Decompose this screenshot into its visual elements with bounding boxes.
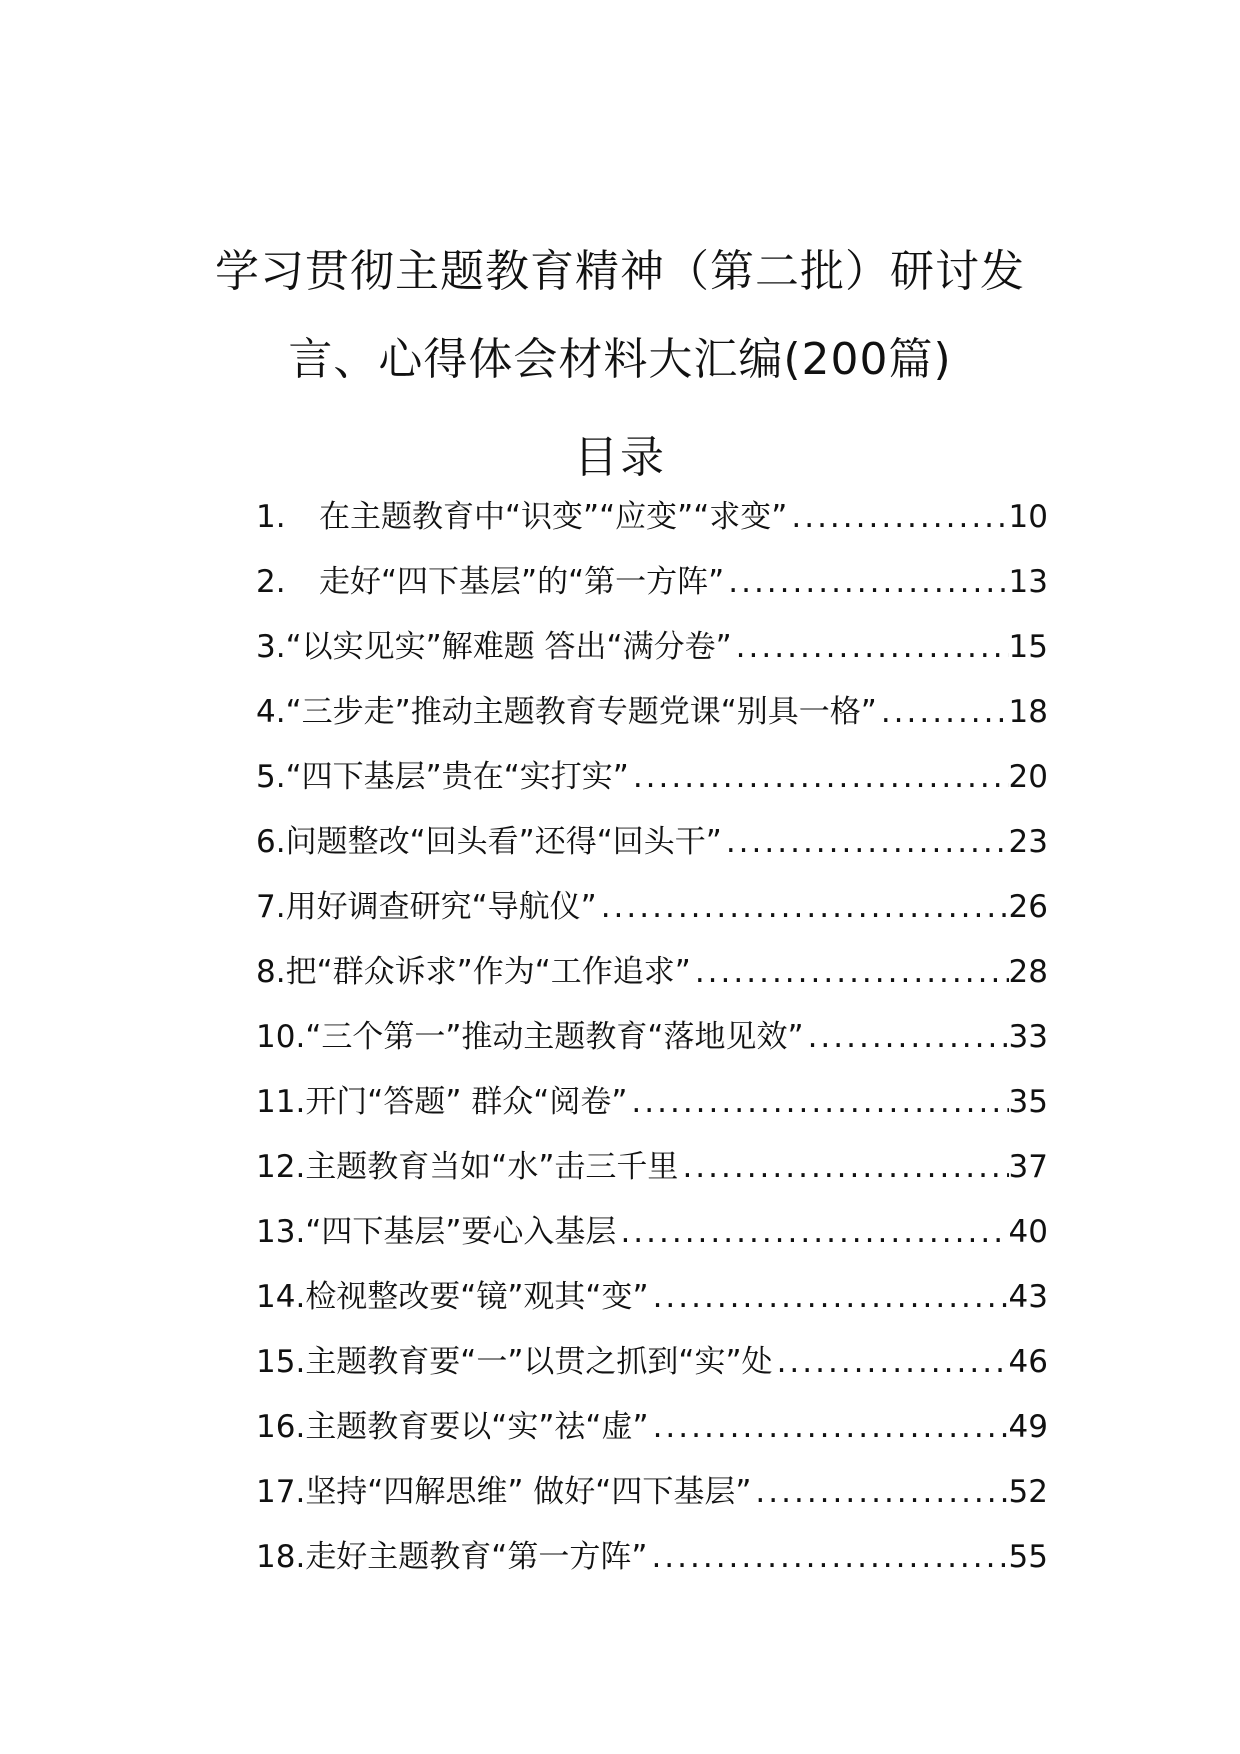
toc-entry-title: 把“群众诉求”作为“工作追求” [285, 954, 691, 990]
toc-leader-dots [647, 1532, 1008, 1582]
toc-leader-dots [691, 947, 1009, 997]
toc-entry-page: 18 [1008, 694, 1048, 730]
toc-leader-dots [724, 557, 1008, 607]
toc-entry-number: 15. [256, 1344, 306, 1380]
toc-entry-title: 问题整改“回头看”还得“回头干” [285, 824, 722, 860]
toc-entry-number: 5. [256, 759, 286, 795]
toc-entry-number: 4. [256, 694, 286, 730]
toc-leader-dots [804, 1012, 1009, 1062]
toc-entry[interactable] [256, 1012, 1048, 1077]
toc-leader-dots [649, 1272, 1009, 1322]
toc-entry-page: 28 [1008, 954, 1048, 990]
toc-entry-title: 主题教育要“一”以贯之抓到“实”处 [305, 1344, 773, 1380]
toc-entry[interactable] [256, 1337, 1048, 1402]
toc-leader-dots [732, 622, 1009, 672]
toc-entry-page: 46 [1008, 1344, 1048, 1380]
toc-entry-page: 13 [1008, 564, 1048, 600]
toc-entry-page: 15 [1008, 629, 1048, 665]
toc-entry[interactable] [256, 622, 1048, 687]
toc-leader-dots [616, 1207, 1008, 1257]
toc-entry-page: 23 [1008, 824, 1048, 860]
toc-entry-number: 2. [256, 564, 286, 600]
toc-entry-page: 43 [1008, 1279, 1048, 1315]
toc-entry[interactable] [256, 492, 1048, 557]
toc-entry-number: 1. [256, 499, 286, 535]
toc-entry-page: 40 [1008, 1214, 1048, 1250]
table-of-contents [256, 492, 1048, 1597]
toc-leader-dots [649, 1402, 1009, 1452]
toc-entry-title: 用好调查研究“导航仪” [285, 889, 597, 925]
toc-entry[interactable] [256, 882, 1048, 947]
toc-entry[interactable] [256, 1467, 1048, 1532]
toc-entry-title: 主题教育当如“水”击三千里 [305, 1149, 679, 1185]
toc-entry-title: “三个第一”推动主题教育“落地见效” [305, 1019, 804, 1055]
toc-entry[interactable] [256, 1207, 1048, 1272]
toc-entry-title: “四下基层”贵在“实打实” [285, 759, 629, 795]
toc-entry[interactable] [256, 1532, 1048, 1597]
toc-entry[interactable] [256, 687, 1048, 752]
toc-entry[interactable] [256, 557, 1048, 622]
toc-entry-page: 37 [1008, 1149, 1048, 1185]
toc-entry-title: 走好“四下基层”的“第一方阵” [319, 564, 725, 600]
toc-entry-number: 7. [256, 889, 286, 925]
toc-leader-dots [877, 687, 1009, 737]
document-title [160, 228, 1080, 404]
toc-entry-title: 走好主题教育“第一方阵” [305, 1539, 648, 1575]
toc-entry-number: 18. [256, 1539, 306, 1575]
toc-entry[interactable] [256, 817, 1048, 882]
toc-entry-title: “三步走”推动主题教育专题党课“别具一格” [285, 694, 877, 730]
toc-entry-page: 55 [1008, 1539, 1048, 1575]
toc-leader-dots [751, 1467, 1008, 1517]
toc-entry-number: 6. [256, 824, 286, 860]
toc-entry[interactable] [256, 1402, 1048, 1467]
toc-leader-dots [597, 882, 1009, 932]
toc-entry[interactable] [256, 947, 1048, 1012]
toc-entry[interactable] [256, 1077, 1048, 1142]
toc-entry-number: 3. [256, 629, 286, 665]
toc-entry-number: 16. [256, 1409, 306, 1445]
toc-entry-page: 49 [1008, 1409, 1048, 1445]
toc-leader-dots [787, 492, 1008, 542]
toc-leader-dots [678, 1142, 1008, 1192]
toc-entry-title: “以实见实”解难题 答出“满分卷” [285, 629, 732, 665]
title-line-1: 学习贯彻主题教育精神（第二批）研讨发 [215, 246, 1025, 297]
toc-entry[interactable] [256, 1272, 1048, 1337]
toc-entry-title: 检视整改要“镜”观其“变” [305, 1279, 649, 1315]
toc-entry-title: 在主题教育中“识变”“应变”“求变” [319, 499, 788, 535]
toc-leader-dots [773, 1337, 1009, 1387]
toc-entry-number: 12. [256, 1149, 306, 1185]
toc-leader-dots [722, 817, 1009, 867]
toc-heading: 目录 [574, 432, 666, 483]
toc-entry-page: 33 [1008, 1019, 1048, 1055]
toc-entry-page: 35 [1008, 1084, 1048, 1120]
title-line-2: 言、心得体会材料大汇编(200篇) [288, 334, 952, 385]
toc-entry-number: 8. [256, 954, 286, 990]
toc-entry-number: 11. [256, 1084, 306, 1120]
toc-entry-page: 10 [1008, 499, 1048, 535]
toc-leader-dots [627, 1077, 1008, 1127]
toc-entry[interactable] [256, 1142, 1048, 1207]
toc-entry-title: “四下基层”要心入基层 [305, 1214, 617, 1250]
toc-entry-title: 开门“答题” 群众“阅卷” [305, 1084, 628, 1120]
toc-entry-number: 13. [256, 1214, 306, 1250]
toc-entry-page: 52 [1008, 1474, 1048, 1510]
toc-entry[interactable] [256, 752, 1048, 817]
toc-entry-number: 17. [256, 1474, 306, 1510]
toc-entry-title: 主题教育要以“实”祛“虚” [305, 1409, 649, 1445]
toc-entry-number: 10. [256, 1019, 306, 1055]
toc-leader-dots [629, 752, 1009, 802]
toc-entry-number: 14. [256, 1279, 306, 1315]
toc-entry-title: 坚持“四解思维” 做好“四下基层” [305, 1474, 752, 1510]
toc-entry-page: 26 [1008, 889, 1048, 925]
toc-entry-page: 20 [1008, 759, 1048, 795]
